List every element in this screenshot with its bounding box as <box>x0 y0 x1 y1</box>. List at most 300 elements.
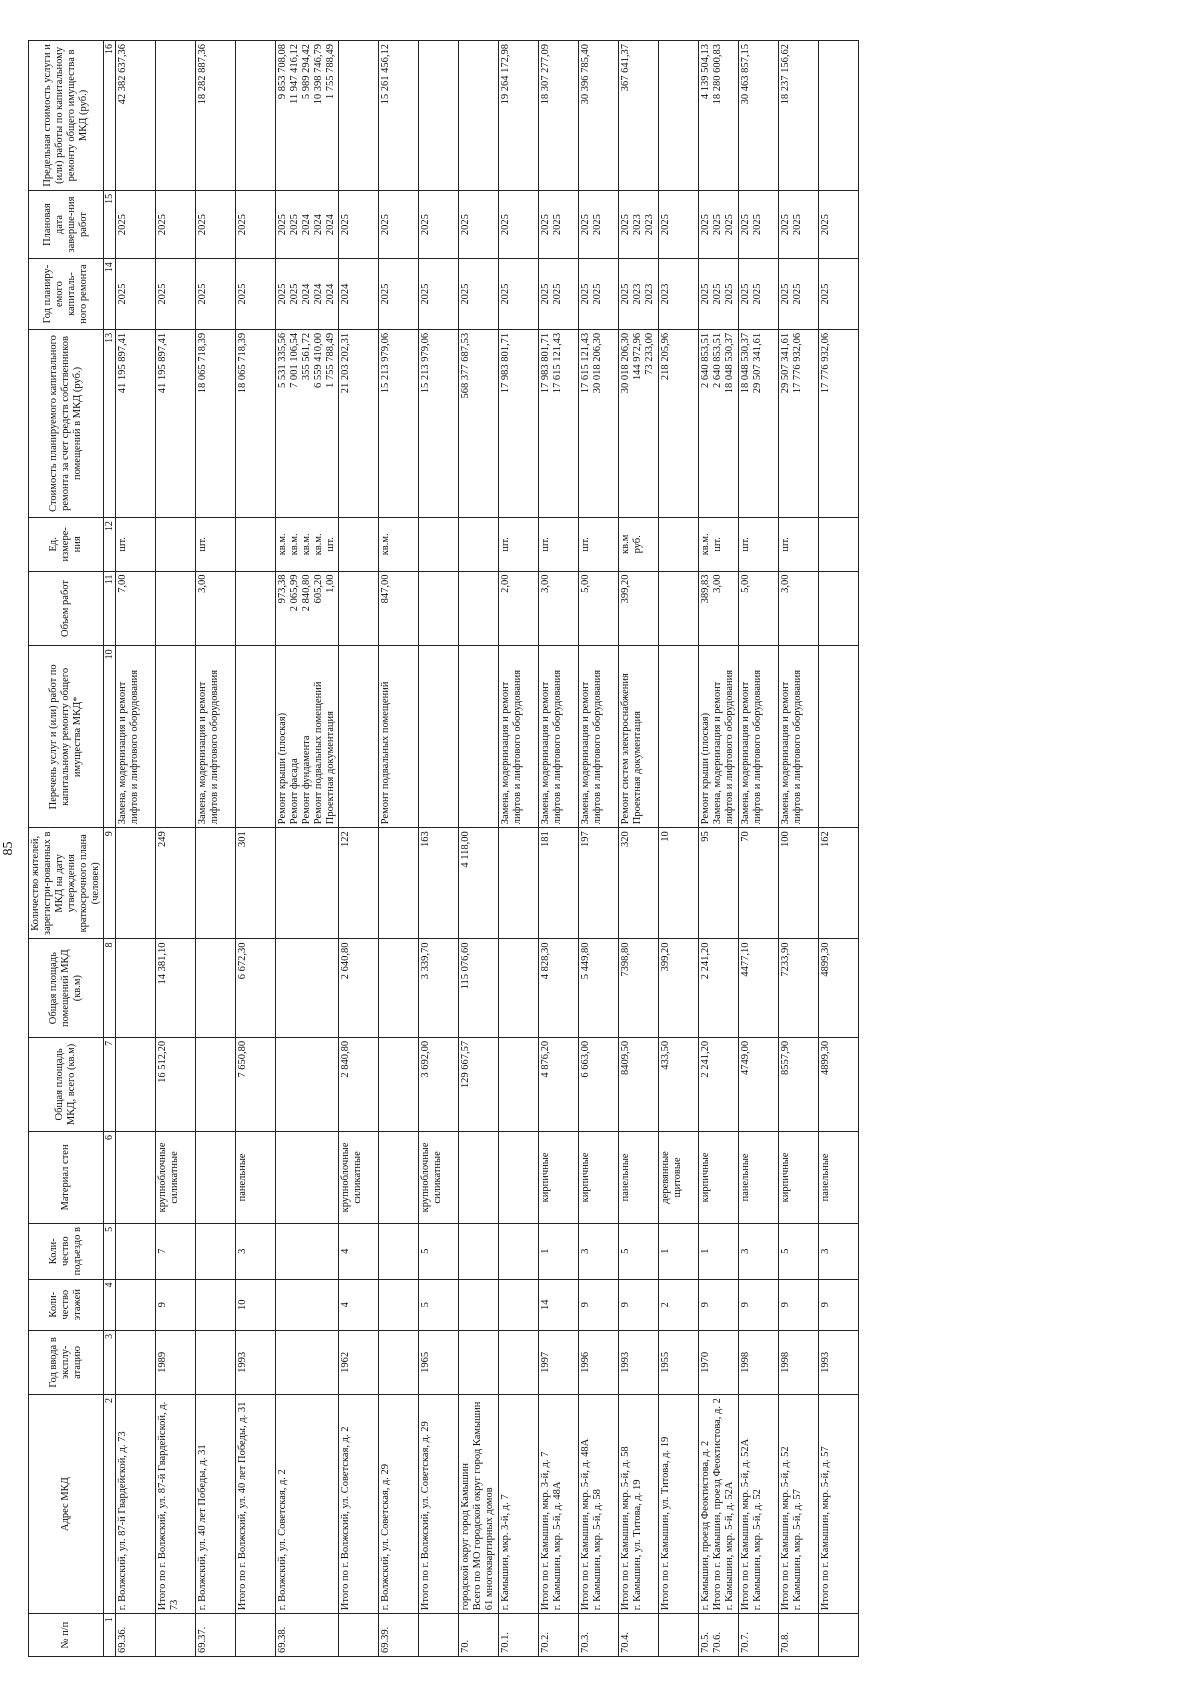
table-cell: 2025 2023 2023 <box>619 190 659 258</box>
table-cell: 9 <box>699 1279 739 1330</box>
table-row <box>579 41 619 1657</box>
table-cell: 162 <box>819 828 859 939</box>
table-cell: 2025 <box>659 190 699 258</box>
table-cell <box>419 41 459 191</box>
table-cell <box>659 41 699 191</box>
table-cell: Итого по г. Камышин, ул. Титова, д. 19 <box>659 1395 699 1614</box>
table-cell: шт. <box>116 518 156 571</box>
table-cell <box>379 1037 419 1131</box>
table-cell: 5 <box>779 1223 819 1279</box>
table-cell <box>276 1131 339 1223</box>
table-cell: 4 <box>339 1223 379 1279</box>
column-number: 1 <box>104 1614 116 1657</box>
page-number: 85 <box>1 841 16 856</box>
table-cell: Итого по г. Камышин, мкр. 5-й, д. 57 <box>819 1395 859 1614</box>
table-cell: 4 828,30 <box>539 939 579 1037</box>
table-cell <box>116 1330 156 1394</box>
table-cell: 2025 2025 2024 2024 2024 <box>276 259 339 330</box>
table-cell: г. Камышин, проезд Феоктистова, д. 2 Итого по г. Камышин, проезд Феоктистова, д. 2 г. Камышин, мкр. 5-й, д. 52А <box>699 1395 739 1614</box>
repair-plan-table <box>28 40 859 1657</box>
table-cell <box>116 1223 156 1279</box>
table-cell: 30 463 857,15 <box>739 41 779 191</box>
table-cell: 18 282 887,36 <box>196 41 236 191</box>
column-header: Год ввода в эксплу-атацию <box>29 1330 104 1394</box>
table-cell <box>196 828 236 939</box>
table-cell <box>459 646 499 828</box>
column-header: Общая площадь МКД, всего (кв.м) <box>29 1037 104 1131</box>
table-cell <box>459 41 499 191</box>
table-cell: 7,00 <box>116 571 156 646</box>
table-row <box>739 41 779 1657</box>
table-cell: Замена, модернизация и ремонт лифтов и лифтового оборудования <box>779 646 819 828</box>
table-cell: 2 241,20 <box>699 939 739 1037</box>
table-cell: 70 <box>739 828 779 939</box>
table-cell <box>339 1614 379 1657</box>
table-cell: 15 213 979,06 <box>419 329 459 517</box>
table-cell: крупноблочные силикатные <box>339 1131 379 1223</box>
table-cell: 2025 <box>236 259 276 330</box>
table-cell: 70.3. <box>579 1614 619 1657</box>
table-cell <box>196 1037 236 1131</box>
table-cell: 197 <box>579 828 619 939</box>
table-cell: Итого по г. Камышин, мкр. 5-й, д. 48А г. Камышин, мкр. 5-й, д. 58 <box>579 1395 619 1614</box>
column-number-row <box>104 41 116 1657</box>
table-cell: шт. <box>196 518 236 571</box>
table-cell: 70.1. <box>499 1614 539 1657</box>
table-cell <box>276 1037 339 1131</box>
table-cell: 163 <box>419 828 459 939</box>
table-cell: 2 <box>659 1279 699 1330</box>
table-cell <box>459 518 499 571</box>
table-cell: крупноблочные силикатные <box>419 1131 459 1223</box>
table-cell <box>419 571 459 646</box>
table-cell <box>499 1330 539 1394</box>
table-cell: 14 <box>539 1279 579 1330</box>
table-cell: 21 203 202,31 <box>339 329 379 517</box>
table-cell: 2025 2025 <box>739 259 779 330</box>
column-header: Предельная стоимость услуги и (или) работы по капитальному ремонту общего имущества в МКД (руб.) <box>29 41 104 191</box>
table-cell: 9 <box>579 1279 619 1330</box>
table-cell: 973,38 2 065,99 2 840,80 605,20 1,00 <box>276 571 339 646</box>
table-cell: 3 <box>236 1223 276 1279</box>
table-cell: кирпичные <box>779 1131 819 1223</box>
table-cell: 2024 <box>339 259 379 330</box>
column-header: Перечень услуг и (или) работ по капитальному ремонту общего имущества МКД* <box>29 646 104 828</box>
table-cell: 367 641,37 <box>619 41 659 191</box>
table-row <box>459 41 499 1657</box>
table-cell: 249 <box>156 828 196 939</box>
table-cell: 17 983 801,71 17 615 121,43 <box>539 329 579 517</box>
table-cell: 2025 <box>499 190 539 258</box>
table-cell: Итого по г. Камышин, мкр. 3-й, д. 7 г. Камышин, мкр. 5-й, д. 48А <box>539 1395 579 1614</box>
table-cell: 4 118,00 <box>459 828 499 939</box>
table-cell: кв.м. кв.м. кв.м. кв.м. шт. <box>276 518 339 571</box>
table-cell <box>156 41 196 191</box>
table-cell: 7398,80 <box>619 939 659 1037</box>
table-cell: 2025 <box>419 190 459 258</box>
table-cell: 95 <box>699 828 739 939</box>
table-cell: г. Волжский, ул. 87-й Гвардейской, д. 73 <box>116 1395 156 1614</box>
column-number: 4 <box>104 1279 116 1330</box>
table-cell: Замена, модернизация и ремонт лифтов и лифтового оборудования <box>539 646 579 828</box>
column-header: Коли-чество подъездо в <box>29 1223 104 1279</box>
table-cell: 18 065 718,39 <box>236 329 276 517</box>
table-row <box>499 41 539 1657</box>
table-cell: 15 261 456,12 <box>379 41 419 191</box>
table-cell <box>196 1131 236 1223</box>
table-cell: Замена, модернизация и ремонт лифтов и лифтового оборудования <box>196 646 236 828</box>
table-cell <box>196 1223 236 1279</box>
table-cell <box>459 1330 499 1394</box>
table-cell: 4 876,20 <box>539 1037 579 1131</box>
table-cell: 1989 <box>156 1330 196 1394</box>
table-row <box>379 41 419 1657</box>
table-cell: 41 195 897,41 <box>116 329 156 517</box>
table-cell: 70. <box>459 1614 499 1657</box>
table-cell: кирпичные <box>579 1131 619 1223</box>
table-cell: 3 <box>579 1223 619 1279</box>
table-cell: 9 <box>739 1279 779 1330</box>
table-cell: 320 <box>619 828 659 939</box>
column-header: Плановая дата заверше-ния работ <box>29 190 104 258</box>
table-cell: 2025 <box>419 259 459 330</box>
table-cell: 2025 <box>236 190 276 258</box>
table-cell: 2025 2023 2023 <box>619 259 659 330</box>
table-cell: 42 382 637,36 <box>116 41 156 191</box>
table-cell <box>819 646 859 828</box>
table-cell: 2025 <box>339 190 379 258</box>
table-row <box>419 41 459 1657</box>
table-cell: 18 048 530,37 29 507 341,61 <box>739 329 779 517</box>
table-cell: 2025 2025 <box>579 190 619 258</box>
table-cell: 16 512,20 <box>156 1037 196 1131</box>
table-cell: Итого по г. Волжский, ул. 40 лет Победы, д. 31 <box>236 1395 276 1614</box>
table-cell: 218 205,96 <box>659 329 699 517</box>
table-cell <box>339 518 379 571</box>
column-header: Объем работ <box>29 571 104 646</box>
table-cell <box>419 646 459 828</box>
table-cell: 433,50 <box>659 1037 699 1131</box>
table-cell: 2025 <box>196 259 236 330</box>
table-cell: Итого по г. Камышин, мкр. 5-й, д. 58 г. Камышин, ул. Титова, д. 19 <box>619 1395 659 1614</box>
table-cell: Замена, модернизация и ремонт лифтов и лифтового оборудования <box>116 646 156 828</box>
table-cell: 9 <box>779 1279 819 1330</box>
table-cell: Итого по г. Камышин, мкр. 5-й, д. 52А г. Камышин, мкр. 5-й, д. 52 <box>739 1395 779 1614</box>
table-cell <box>236 571 276 646</box>
column-number: 8 <box>104 939 116 1037</box>
table-cell: 2025 <box>459 259 499 330</box>
column-number: 16 <box>104 41 116 191</box>
table-cell: 4 139 504,13 18 280 600,83 <box>699 41 739 191</box>
table-cell <box>459 571 499 646</box>
table-cell: 5 <box>619 1223 659 1279</box>
table-cell: Ремонт крыши (плоская) Замена, модернизация и ремонт лифтов и лифтового оборудования <box>699 646 739 828</box>
table-cell: 1970 <box>699 1330 739 1394</box>
table-cell: 1996 <box>579 1330 619 1394</box>
table-cell <box>116 939 156 1037</box>
column-number: 7 <box>104 1037 116 1131</box>
table-row <box>339 41 379 1657</box>
table-cell: 69.38. <box>276 1614 339 1657</box>
table-cell: шт. <box>579 518 619 571</box>
table-cell <box>659 518 699 571</box>
column-number: 6 <box>104 1131 116 1223</box>
table-row <box>819 41 859 1657</box>
table-cell <box>156 1614 196 1657</box>
table-cell: 389,83 3,00 <box>699 571 739 646</box>
table-cell: 3 692,00 <box>419 1037 459 1131</box>
column-number: 15 <box>104 190 116 258</box>
table-cell: Замена, модернизация и ремонт лифтов и лифтового оборудования <box>739 646 779 828</box>
table-cell <box>499 1279 539 1330</box>
column-number: 11 <box>104 571 116 646</box>
table-cell: 10 <box>236 1279 276 1330</box>
table-cell: 4 <box>339 1279 379 1330</box>
table-cell: 29 507 341,61 17 776 932,06 <box>779 329 819 517</box>
table-cell <box>819 518 859 571</box>
table-cell: 2025 2025 <box>579 259 619 330</box>
table-cell: 5,00 <box>739 571 779 646</box>
table-cell: 399,20 <box>619 571 659 646</box>
table-cell <box>819 571 859 646</box>
table-cell <box>196 1330 236 1394</box>
table-cell <box>459 1131 499 1223</box>
table-cell: кирпичные <box>539 1131 579 1223</box>
table-cell: 115 076,60 <box>459 939 499 1037</box>
table-cell: Итого по г. Камышин, мкр. 5-й, д. 52 г. Камышин, мкр. 5-й, д. 57 <box>779 1395 819 1614</box>
column-number: 13 <box>104 329 116 517</box>
column-number: 12 <box>104 518 116 571</box>
table-cell: Ремонт подвальных помещений <box>379 646 419 828</box>
table-cell: 3,00 <box>539 571 579 646</box>
table-cell: 4477,10 <box>739 939 779 1037</box>
table-cell: 1993 <box>819 1330 859 1394</box>
table-cell: шт. <box>539 518 579 571</box>
table-cell: 2 241,20 <box>699 1037 739 1131</box>
table-cell: 15 213 979,06 <box>379 329 419 517</box>
table-cell: Ремонт крыши (плоская) Ремонт фасада Ремонт фундамента Ремонт подвальных помещений Проектная документация <box>276 646 339 828</box>
table-cell: 1993 <box>619 1330 659 1394</box>
table-cell: Итого по г. Волжский, ул. Советская, д. 2 <box>339 1395 379 1614</box>
table-cell: 1997 <box>539 1330 579 1394</box>
table-cell: 9 <box>156 1279 196 1330</box>
table-cell: 5 449,80 <box>579 939 619 1037</box>
table-cell: 69.36. <box>116 1614 156 1657</box>
table-cell: 5 531 335,56 7 001 106,54 355 561,72 6 559 410,00 1 755 788,49 <box>276 329 339 517</box>
table-cell: 3 <box>819 1223 859 1279</box>
table-cell: 1962 <box>339 1330 379 1394</box>
column-header: Год планиру-емого капиталь-ного ремонта <box>29 259 104 330</box>
table-cell <box>276 1223 339 1279</box>
table-cell: 1993 <box>236 1330 276 1394</box>
table-row <box>196 41 236 1657</box>
table-cell: Итого по г. Волжский, ул. Советская, д. 29 <box>419 1395 459 1614</box>
table-cell: 2 840,80 <box>339 1037 379 1131</box>
table-cell: 70.8. <box>779 1614 819 1657</box>
table-cell: 9 <box>819 1279 859 1330</box>
table-cell <box>659 571 699 646</box>
column-header: Количество жителей, зарегистри-рованных в МКД на дату утверждения краткосрочного плана (человек) <box>29 828 104 939</box>
table-cell <box>339 646 379 828</box>
column-number: 3 <box>104 1330 116 1394</box>
table-cell: 2025 2025 2025 <box>699 259 739 330</box>
column-number: 9 <box>104 828 116 939</box>
table-cell: 2025 <box>156 259 196 330</box>
table-row <box>116 41 156 1657</box>
table-cell: 7 650,80 <box>236 1037 276 1131</box>
table-cell: деревянные щитовые <box>659 1131 699 1223</box>
table-cell <box>156 571 196 646</box>
column-number: 5 <box>104 1223 116 1279</box>
table-cell <box>276 1330 339 1394</box>
table-cell: 301 <box>236 828 276 939</box>
table-cell: панельные <box>619 1131 659 1223</box>
table-cell: Ремонт систем электроснабжения Проектная документация <box>619 646 659 828</box>
table-cell <box>196 939 236 1037</box>
table-row <box>619 41 659 1657</box>
table-cell: 70.2. <box>539 1614 579 1657</box>
table-cell <box>379 1131 419 1223</box>
table-cell <box>659 646 699 828</box>
column-header: Адрес МКД <box>29 1395 104 1614</box>
table-cell: 4749,00 <box>739 1037 779 1131</box>
table-body <box>116 41 859 1657</box>
header-row <box>29 41 104 1657</box>
table-cell: кв.м. <box>379 518 419 571</box>
table-cell <box>236 1614 276 1657</box>
table-cell: 399,20 <box>659 939 699 1037</box>
table-cell <box>659 1614 699 1657</box>
table-cell: 18 065 718,39 <box>196 329 236 517</box>
table-cell: 9 853 708,08 11 947 416,12 5 989 294,42 10 398 746,79 1 755 788,49 <box>276 41 339 191</box>
table-cell: 8409,50 <box>619 1037 659 1131</box>
table-cell: 2025 <box>819 259 859 330</box>
table-cell: 10 <box>659 828 699 939</box>
table-cell: 1 <box>659 1223 699 1279</box>
table-cell <box>276 939 339 1037</box>
table-cell: 2025 2025 <box>539 190 579 258</box>
table-cell <box>499 1131 539 1223</box>
column-number: 10 <box>104 646 116 828</box>
table-cell: Замена, модернизация и ремонт лифтов и лифтового оборудования <box>579 646 619 828</box>
table-cell: 6 663,00 <box>579 1037 619 1131</box>
table-cell: 2025 2025 <box>739 190 779 258</box>
table-cell: г. Волжский, ул. Советская, д. 2 <box>276 1395 339 1614</box>
table-cell <box>499 828 539 939</box>
table-cell: г. Волжский, ул. 40 лет Победы, д. 31 <box>196 1395 236 1614</box>
table-cell: 1998 <box>779 1330 819 1394</box>
table-cell: 1965 <box>419 1330 459 1394</box>
table-cell <box>499 1037 539 1131</box>
table-cell <box>116 1131 156 1223</box>
table-cell <box>236 646 276 828</box>
table-cell: 5,00 <box>579 571 619 646</box>
table-cell <box>379 828 419 939</box>
table-cell: 70.7. <box>739 1614 779 1657</box>
table-cell: 2025 2025 <box>539 259 579 330</box>
table-cell <box>379 939 419 1037</box>
table-cell: 1 <box>539 1223 579 1279</box>
table-cell: 2025 <box>116 259 156 330</box>
table-cell: 30 018 206,30 144 972,96 73 233,00 <box>619 329 659 517</box>
table-cell: Итого по г. Волжский, ул. 87-й Гвардейской, д. 73 <box>156 1395 196 1614</box>
table-cell: 3 <box>739 1223 779 1279</box>
table-cell: 4899,30 <box>819 939 859 1037</box>
table-cell: 18 237 156,62 <box>779 41 819 191</box>
table-cell <box>339 571 379 646</box>
table-cell: 1 <box>699 1223 739 1279</box>
table-cell: 18 307 277,09 <box>539 41 579 191</box>
table-cell: шт. <box>739 518 779 571</box>
table-cell: 100 <box>779 828 819 939</box>
table-cell: 1955 <box>659 1330 699 1394</box>
table-cell: 41 195 897,41 <box>156 329 196 517</box>
table-cell: 2 640,80 <box>339 939 379 1037</box>
table-cell: 2025 <box>116 190 156 258</box>
table-cell: 2025 <box>379 259 419 330</box>
table-cell <box>196 1279 236 1330</box>
table-cell: 2025 2025 2024 2024 2024 <box>276 190 339 258</box>
table-cell: шт. <box>779 518 819 571</box>
table-cell: городской округ город Камышин Всего по МО городской округ город Камышин 61 многоквартирных домов <box>459 1395 499 1614</box>
table-cell: 3,00 <box>196 571 236 646</box>
table-cell: 3 339,70 <box>419 939 459 1037</box>
table-cell: панельные <box>739 1131 779 1223</box>
table-cell: 129 667,57 <box>459 1037 499 1131</box>
column-number: 14 <box>104 259 116 330</box>
table-cell: 5 <box>419 1279 459 1330</box>
table-cell: 17 776 932,06 <box>819 329 859 517</box>
table-cell <box>236 518 276 571</box>
table-cell: 70.4. <box>619 1614 659 1657</box>
table-cell: 30 396 785,40 <box>579 41 619 191</box>
table-cell <box>819 41 859 191</box>
table-cell <box>379 1279 419 1330</box>
table-cell: 568 377 687,53 <box>459 329 499 517</box>
column-header: Ед. измере-ния <box>29 518 104 571</box>
table-cell <box>116 1037 156 1131</box>
table-row <box>779 41 819 1657</box>
table-cell: г. Камышин, мкр. 3-й, д. 7 <box>499 1395 539 1614</box>
table-cell <box>819 1614 859 1657</box>
table-cell: 69.37. <box>196 1614 236 1657</box>
table-cell: 122 <box>339 828 379 939</box>
table-cell: 19 264 172,98 <box>499 41 539 191</box>
table-cell <box>276 1279 339 1330</box>
column-number: 2 <box>104 1395 116 1614</box>
column-header: Коли-чество этажей <box>29 1279 104 1330</box>
table-cell <box>276 828 339 939</box>
table-cell: 14 381,10 <box>156 939 196 1037</box>
table-cell <box>116 828 156 939</box>
table-cell: 2025 <box>819 190 859 258</box>
table-cell: 2 640 853,51 2 640 853,51 18 048 530,37 <box>699 329 739 517</box>
table-cell: кв.м руб. <box>619 518 659 571</box>
table-cell <box>419 1614 459 1657</box>
table-row <box>156 41 196 1657</box>
table-cell: 70.5. 70.6. <box>699 1614 739 1657</box>
table-cell: 69.39. <box>379 1614 419 1657</box>
table-cell <box>156 646 196 828</box>
table-cell <box>116 1279 156 1330</box>
table-cell: 6 672,30 <box>236 939 276 1037</box>
column-header: Стоимость планируемого капитального ремонта за счет средств собственников помещений в МКД (руб.) <box>29 329 104 517</box>
table-cell: панельные <box>236 1131 276 1223</box>
table-cell: 2025 2025 <box>779 190 819 258</box>
table-row <box>236 41 276 1657</box>
table-cell: 2025 <box>499 259 539 330</box>
column-header: № п/п <box>29 1614 104 1657</box>
